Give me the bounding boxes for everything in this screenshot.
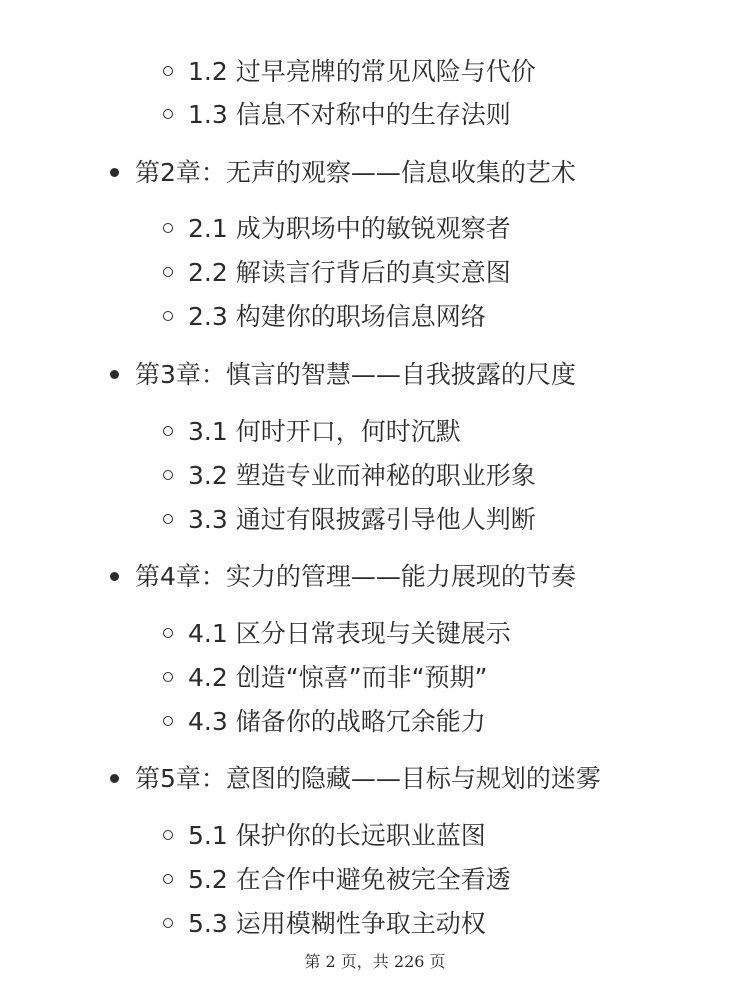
section-title: 2.1 成为职场中的敏锐观察者 [188,214,511,243]
hollow-bullet-icon [163,514,173,524]
filled-bullet-icon [110,168,119,177]
hollow-bullet-icon [163,628,173,638]
section-title: 5.2 在合作中避免被完全看透 [188,865,511,894]
section-title: 3.3 通过有限披露引导他人判断 [188,505,536,534]
filled-bullet-icon [110,370,119,379]
chapter-title: 第5章：意图的隐藏——目标与规划的迷雾 [135,764,601,793]
hollow-bullet-icon [163,311,173,321]
section-title: 4.1 区分日常表现与关键展示 [188,619,511,648]
hollow-bullet-icon [163,716,173,726]
section-title: 2.2 解读言行背后的真实意图 [188,258,511,287]
hollow-bullet-icon [163,109,173,119]
page-footer [0,951,750,973]
section-title: 3.2 塑造专业而神秘的职业形象 [188,461,536,490]
hollow-bullet-icon [163,66,173,76]
hollow-bullet-icon [163,223,173,233]
hollow-bullet-icon [163,470,173,480]
chapter-title: 第4章：实力的管理——能力展现的节奏 [135,562,576,591]
section-title: 5.3 运用模糊性争取主动权 [188,909,486,938]
hollow-bullet-icon [163,426,173,436]
chapter-title: 第3章：慎言的智慧——自我披露的尺度 [135,360,576,389]
section-title: 1.2 过早亮牌的常见风险与代价 [188,57,536,86]
section-title: 1.3 信息不对称中的生存法则 [188,100,511,129]
hollow-bullet-icon [163,874,173,884]
hollow-bullet-icon [163,830,173,840]
section-title: 2.3 构建你的职场信息网络 [188,302,486,331]
chapter-title: 第2章：无声的观察——信息收集的艺术 [135,158,576,187]
page-number: 第 2 页，共 226 页 [304,952,446,971]
hollow-bullet-icon [163,918,173,928]
section-title: 4.3 储备你的战略冗余能力 [188,707,486,736]
filled-bullet-icon [110,774,119,783]
section-title: 4.2 创造“惊喜”而非“预期” [188,663,488,692]
filled-bullet-icon [110,572,119,581]
section-title: 5.1 保护你的长远职业蓝图 [188,821,486,850]
hollow-bullet-icon [163,267,173,277]
hollow-bullet-icon [163,672,173,682]
section-title: 3.1 何时开口，何时沉默 [188,417,461,446]
